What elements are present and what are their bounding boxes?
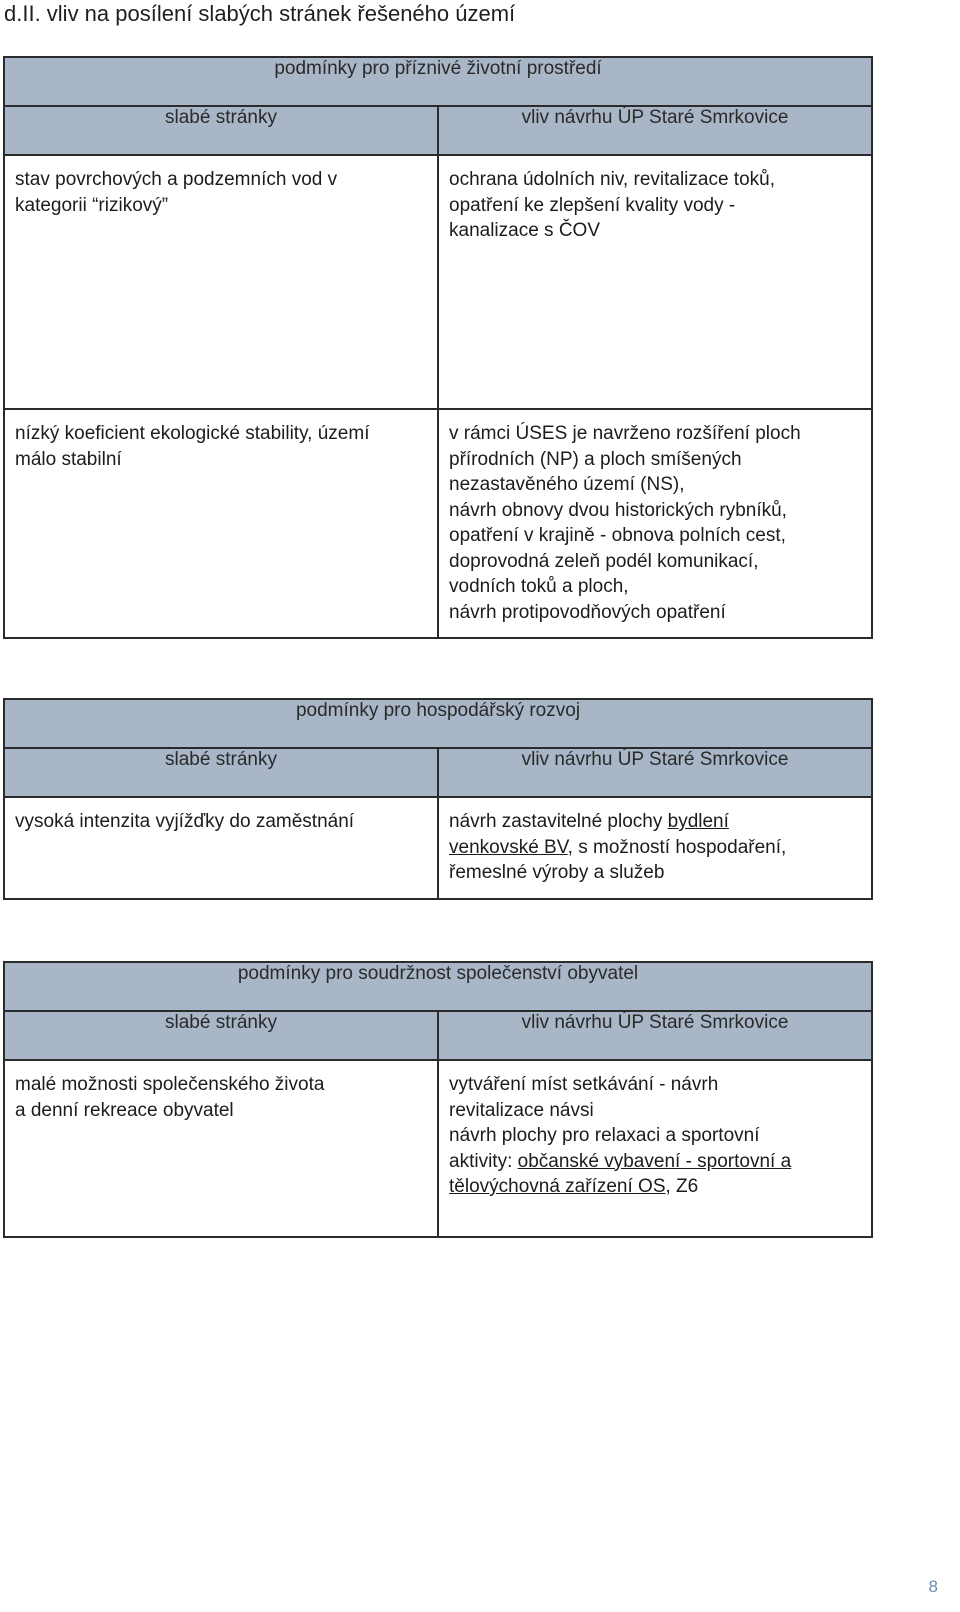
weak-points-header: slabé stránky bbox=[4, 106, 438, 155]
text-line: málo stabilní bbox=[15, 448, 122, 470]
plan-impact-cell bbox=[438, 409, 872, 638]
text-line: návrh protipovodňových opatření bbox=[449, 601, 726, 623]
page-number: 8 bbox=[928, 1577, 938, 1596]
text-line bbox=[449, 835, 861, 861]
text-line bbox=[449, 809, 861, 835]
plan-impact-header: vliv návrhu ÚP Staré Smrkovice bbox=[438, 106, 872, 155]
text-line: kategorii “rizikový” bbox=[15, 194, 169, 216]
table-row bbox=[4, 797, 872, 899]
section-title: podmínky pro příznivé životní prostředí bbox=[4, 57, 872, 106]
text-line: revitalizace návsi bbox=[449, 1099, 594, 1121]
text-line: doprovodná zeleň podél komunikací, bbox=[449, 550, 759, 572]
text-line: opatření v krajině - obnova polních cest, bbox=[449, 525, 786, 546]
text-line: vytváření míst setkávání - návrh bbox=[449, 1074, 719, 1095]
plan-impact-header: vliv návrhu ÚP Staré Smrkovice bbox=[438, 1011, 872, 1060]
text-line bbox=[449, 1149, 861, 1175]
weak-point-cell bbox=[4, 155, 438, 409]
section-title: podmínky pro soudržnost společenství obyvatel bbox=[4, 962, 872, 1011]
table-row bbox=[4, 1060, 872, 1237]
housing-zone-link[interactable]: venkovské BV bbox=[449, 836, 568, 858]
plan-impact-cell bbox=[438, 1060, 872, 1237]
text-line: přírodních (NP) a ploch smíšených bbox=[449, 448, 742, 470]
text-fragment: , s možností hospodaření, bbox=[567, 836, 787, 858]
table-row bbox=[4, 409, 872, 638]
text-line: ochrana údolních niv, revitalizace toků, bbox=[449, 169, 775, 190]
text-fragment: aktivity: bbox=[449, 1150, 518, 1172]
weak-points-header: slabé stránky bbox=[4, 1011, 438, 1060]
text-line: opatření ke zlepšení kvality vody - bbox=[449, 194, 736, 216]
text-line: v rámci ÚSES je navrženo rozšíření ploch bbox=[449, 423, 801, 444]
text-line: nízký koeficient ekologické stability, území bbox=[15, 423, 370, 444]
weak-point-cell bbox=[4, 409, 438, 638]
page-title: d.II. vliv na posílení slabých stránek řešeného území bbox=[4, 1, 516, 26]
text-fragment: návrh zastavitelné plochy bbox=[449, 811, 668, 832]
text-line: vodních toků a ploch, bbox=[449, 576, 629, 597]
weak-points-header: slabé stránky bbox=[4, 748, 438, 797]
text-line: stav povrchových a podzemních vod v bbox=[15, 169, 338, 190]
text-line bbox=[449, 1174, 861, 1200]
plan-impact-cell bbox=[438, 797, 872, 899]
text-line: návrh plochy pro relaxaci a sportovní bbox=[449, 1125, 760, 1146]
text-line: řemeslné výroby a služeb bbox=[449, 862, 665, 883]
sports-facility-link[interactable]: tělovýchovná zařízení OS bbox=[449, 1176, 666, 1197]
section-title: podmínky pro hospodářský rozvoj bbox=[4, 699, 872, 748]
text-line: malé možnosti společenského života bbox=[15, 1074, 325, 1095]
housing-zone-link[interactable]: bydlení bbox=[667, 811, 729, 832]
text-line: a denní rekreace obyvatel bbox=[15, 1099, 234, 1121]
community-table bbox=[3, 961, 873, 1238]
table-row bbox=[4, 155, 872, 409]
plan-impact-cell bbox=[438, 155, 872, 409]
plan-impact-header: vliv návrhu ÚP Staré Smrkovice bbox=[438, 748, 872, 797]
text-line: nezastavěného území (NS), bbox=[449, 474, 685, 495]
text-line: návrh obnovy dvou historických rybníků, bbox=[449, 499, 787, 521]
text-fragment: , Z6 bbox=[665, 1176, 699, 1197]
sports-facility-link[interactable]: občanské vybavení - sportovní a bbox=[517, 1150, 792, 1172]
weak-point-cell bbox=[4, 1060, 438, 1237]
economy-table bbox=[3, 698, 873, 900]
text-line: vysoká intenzita vyjížďky do zaměstnání bbox=[15, 811, 355, 832]
weak-point-cell bbox=[4, 797, 438, 899]
environment-table bbox=[3, 56, 873, 639]
text-line: kanalizace s ČOV bbox=[449, 220, 601, 241]
